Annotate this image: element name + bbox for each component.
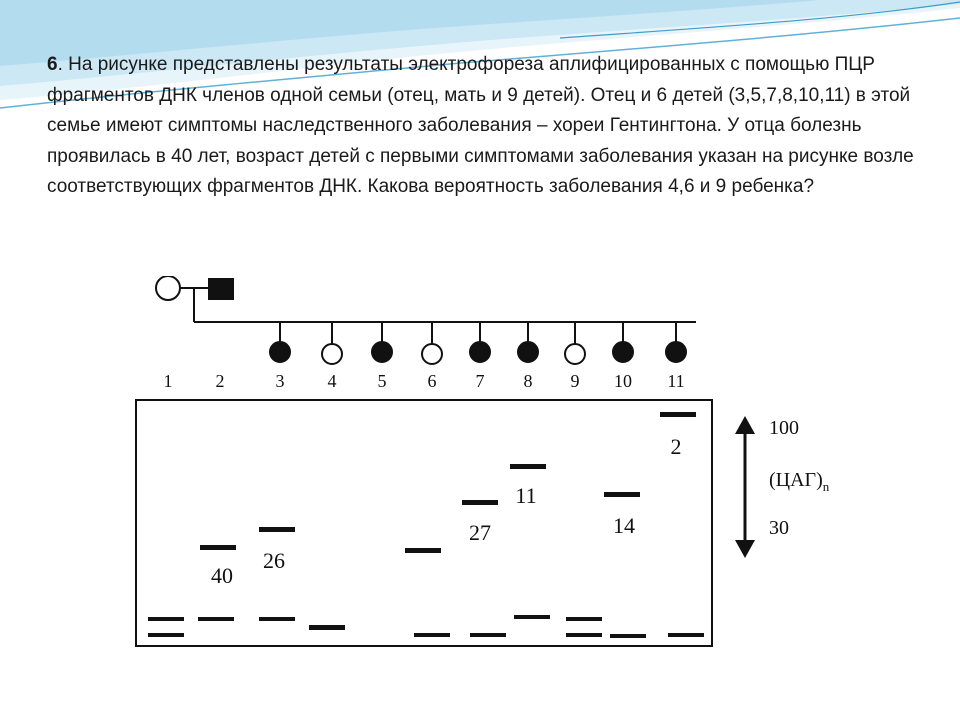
band xyxy=(510,464,546,469)
lane-number: 11 xyxy=(667,371,685,391)
mother-symbol xyxy=(156,276,180,300)
band xyxy=(660,412,696,417)
band xyxy=(462,500,498,505)
child-8-symbol xyxy=(518,342,538,362)
child-11-symbol xyxy=(666,342,686,362)
band xyxy=(198,617,234,621)
band xyxy=(148,617,184,621)
child-6-symbol xyxy=(422,344,442,364)
child-5-symbol xyxy=(372,342,392,362)
band xyxy=(668,633,704,637)
lane-number: 8 xyxy=(523,371,533,391)
child-10-symbol xyxy=(613,342,633,362)
children-symbols xyxy=(270,342,686,364)
child-9-symbol xyxy=(565,344,585,364)
lane-number: 7 xyxy=(475,371,485,391)
band-label: 40 xyxy=(211,563,233,588)
band xyxy=(405,548,441,553)
band xyxy=(414,633,450,637)
band xyxy=(604,492,640,497)
band xyxy=(259,527,295,532)
band-label: 14 xyxy=(613,513,635,538)
lane-number: 1 xyxy=(163,371,173,391)
lane-number: 2 xyxy=(215,371,225,391)
band-label: 2 xyxy=(670,434,682,459)
band xyxy=(148,633,184,637)
band xyxy=(566,617,602,621)
scale-middle-subscript: n xyxy=(822,479,830,494)
child-3-symbol xyxy=(270,342,290,362)
child-7-symbol xyxy=(470,342,490,362)
band xyxy=(514,615,550,619)
scale-top-label: 100 xyxy=(769,417,799,439)
lane-number: 9 xyxy=(570,371,580,391)
lane-number: 10 xyxy=(614,371,632,391)
scale-middle-label xyxy=(769,469,830,494)
band-label: 11 xyxy=(515,483,537,508)
electrophoresis-figure xyxy=(72,276,858,664)
lane-number: 3 xyxy=(275,371,285,391)
band xyxy=(566,633,602,637)
scale-bottom-label: 30 xyxy=(769,517,789,539)
lane-number: 4 xyxy=(327,371,337,391)
child-4-symbol xyxy=(322,344,342,364)
band-label: 26 xyxy=(263,548,285,573)
band xyxy=(200,545,236,550)
band xyxy=(259,617,295,621)
lane-number: 6 xyxy=(427,371,437,391)
father-symbol xyxy=(208,278,234,300)
question-number: 6 xyxy=(47,54,58,75)
question-body: . На рисунке представлены результаты электрофореза аплифицированных с помощью ПЦР фрагментов ДНК членов одной семьи (отец, мать и 9 детей). Отец и 6 детей (3,5,7,8,10,11) в этой семье имеют симптомы наследственного заболевания – хореи Гентингтона. У отца болезнь проявилась в 40 лет, возраст детей с первыми симптомами заболевания указан на рисунке возле соответствующих фрагментов ДНК. Какова вероятность заболевания 4,6 и 9 ребенка? xyxy=(47,54,914,197)
band-label: 27 xyxy=(469,520,491,545)
lane-number: 5 xyxy=(377,371,387,391)
band xyxy=(309,625,345,630)
scale-middle-main: (ЦАГ) xyxy=(769,469,823,491)
band xyxy=(610,634,646,638)
question-text xyxy=(47,50,917,203)
band xyxy=(470,633,506,637)
